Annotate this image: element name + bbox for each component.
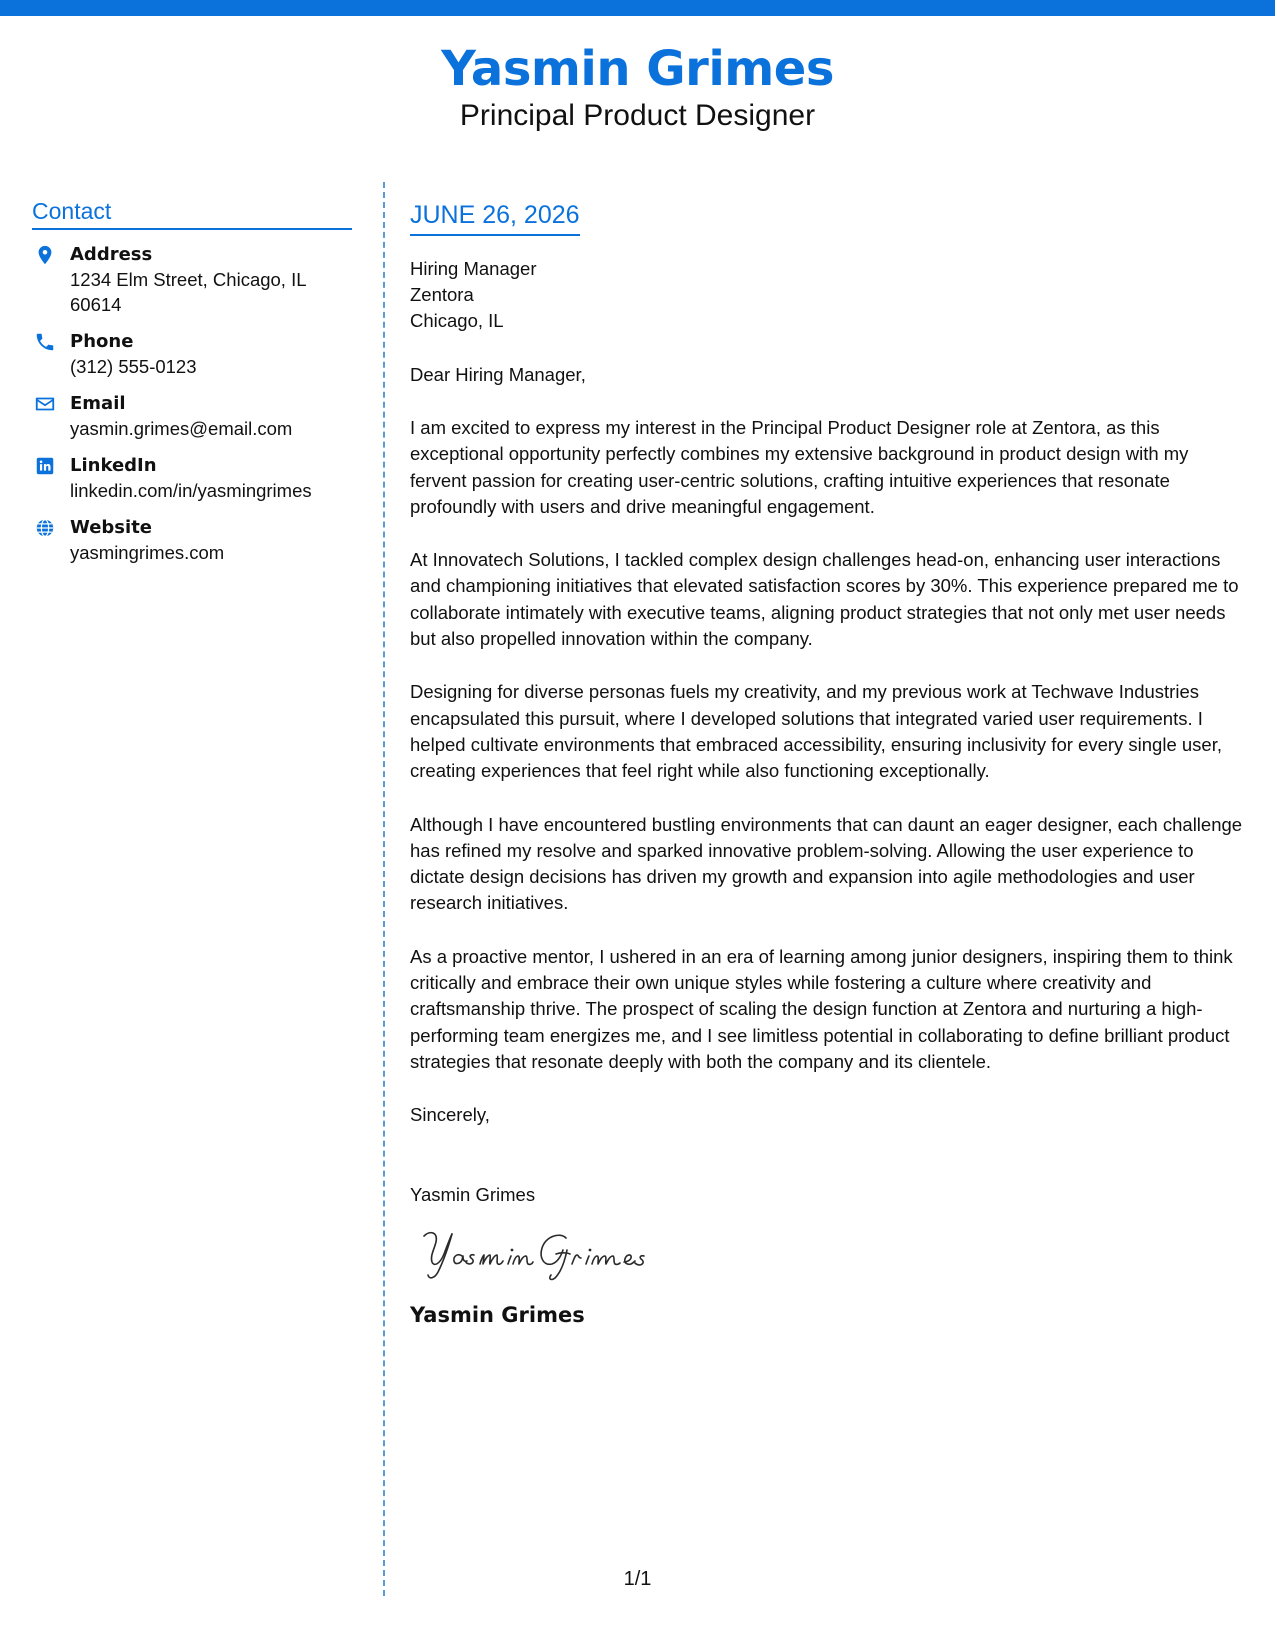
contact-value-website[interactable]: yasmingrimes.com [70,542,225,563]
recipient-block [410,256,1250,334]
globe-icon [34,517,56,539]
resume-header [0,40,1275,134]
letter-paragraph: As a proactive mentor, I ushered in an era of learning among junior designers, inspiring them to think critically and embrace their own unique styles while fostering a culture where creativity and craftsmanship thrive. The prospect of scaling the design function at Zentora and nurturing a high-performing team energizes me, and I see limitless potential in collaborating to define brilliant product strategies that resonate deeply with both the company and its clientele. [410,945,1233,1072]
contact-label-email: Email [70,393,126,414]
recipient-line: Hiring Manager [410,258,537,279]
contact-value-linkedin[interactable]: linkedin.com/in/yasmingrimes [70,480,312,501]
contact-item-linkedin [32,453,352,503]
letter-date: JUNE 26, 2026 [410,198,580,236]
contact-list [32,242,352,565]
contact-heading: Contact [32,196,352,230]
closing: Sincerely, [410,1104,490,1126]
letter-body [410,198,1250,1330]
letter-paragraph: At Innovatech Solutions, I tackled complex design challenges head-on, enhancing user interactions and championing initiatives that elevated satisfaction scores by 30%. This experience prepared me to collaborate intimately with executive teams, aligning product strategies that not only met user needs but also propelled innovation within the company. [410,549,1239,650]
recipient-line: Zentora [410,284,474,305]
contact-label-address: Address [70,244,153,265]
linkedin-icon [34,455,56,477]
contact-item-address [32,242,352,317]
contact-item-website [32,515,352,565]
salutation: Dear Hiring Manager, [410,364,586,385]
contact-value-address: 1234 Elm Street, Chicago, IL 60614 [70,269,306,315]
handwritten-signature [416,1222,676,1284]
page-number: 1/1 [623,1568,652,1590]
contact-item-email [32,391,352,441]
envelope-icon [34,393,56,415]
letter-paragraph: Designing for diverse personas fuels my creativity, and my previous work at Techwave Industries encapsulated this pursuit, where I developed solutions that integrated varied user requirements. I helped cultivate environments that embraced accessibility, ensuring inclusivity for every single user, creating experiences that feel right while also functioning exceptionally. [410,681,1222,782]
contact-label-website: Website [70,517,153,538]
contact-label-phone: Phone [70,331,134,352]
applicant-job-title: Principal Product Designer [459,99,816,132]
contact-item-phone [32,329,352,379]
signatory-name: Yasmin Grimes [410,1303,585,1328]
letter-paragraph: Although I have encountered bustling environments that can daunt an eager designer, each challenge has refined my resolve and sparked innovative problem-solving. Allowing the user experience to dictate design decisions has driven my growth and expansion into agile methodologies and user research initiatives. [410,813,1243,914]
typed-name: Yasmin Grimes [410,1184,536,1206]
recipient-line: Chicago, IL [410,310,504,331]
applicant-name: Yasmin Grimes [441,41,834,97]
contact-value-phone[interactable]: (312) 555-0123 [70,356,197,377]
contact-sidebar [32,196,352,577]
contact-value-email[interactable]: yasmin.grimes@email.com [70,418,293,439]
letter-paragraph: I am excited to express my interest in the Principal Product Designer role at Zentora, as this exceptional opportunity perfectly combines my extensive background in product design with my fervent passion for creating user-centric solutions, crafting intuitive experiences that resonate profoundly with users and drive meaningful engagement. [410,417,1189,517]
phone-icon [34,331,56,353]
contact-label-linkedin: LinkedIn [70,455,157,476]
top-accent-bar [0,0,1275,16]
column-divider [383,182,385,1596]
location-pin-icon [34,244,56,266]
